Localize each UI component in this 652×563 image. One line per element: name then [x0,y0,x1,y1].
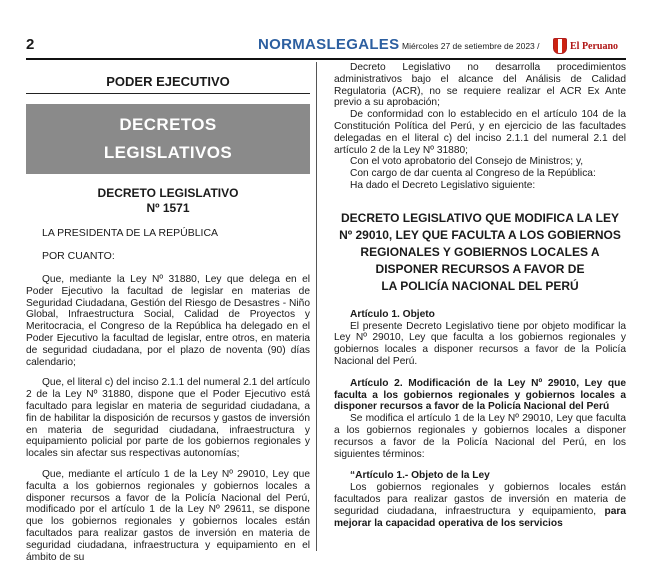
article-1-text: El presente Decreto Legislativo tiene por objeto modificar la Ley Nº 29010, Ley que faculta a los gobiernos regionales y gobiernos locales a disponer recursos a favor de la Policía Nacional del Perú. [334,320,626,367]
publication-brand: NORMASLEGALES [258,36,400,53]
main-title-line-2: Nº 29010, LEY QUE FACULTA A LOS GOBIERNOS [339,227,621,242]
publisher-logo [553,38,618,54]
issue-date: Miércoles 27 de setiembre de 2023 / [402,41,540,51]
article-1-heading: Artículo 1. Objeto [350,308,435,320]
decree-title-line-1: DECRETO LEGISLATIVO [97,186,239,200]
considerando-1: Que, mediante la Ley Nº 31880, Ley que delega en el Poder Ejecutivo la facultad de legislar en materias de Seguridad Ciudadana, Gestión del Riesgo de Desastres - Niño Global, Infraestructura Social, Calidad de Proyectos y Meritocracia, el Congreso de la República ha delegado en el Poder Ejecutivo la facultad de legislar, entre otros, en materia de seguridad ciudadana, por el plazo de noventa (90) días calendario; [26,274,310,368]
section-heading: PODER EJECUTIVO [26,66,310,94]
right-paragraph-5: Ha dado el Decreto Legislativo siguiente: [350,179,536,191]
coat-of-arms-icon [553,38,567,54]
quoted-article-body: Los gobiernos regionales y gobiernos locales están facultados para realizar gastos de inversión en materia de seguridad ciudadana, infraestructura y equipamiento, [334,482,626,517]
article-2-label: Artículo 2 [350,377,400,389]
publisher-name: El Peruano [570,40,619,52]
banner-line-1: DECRETOS [119,115,217,134]
article-2-text: Se modifica el artículo 1 de la Ley Nº 29010, Ley que faculta a los gobiernos regionales y gobiernos locales a disponer recursos a favor de la Policía Nacional del Perú, en los siguientes términos: [334,413,626,460]
decree-main-title [338,210,622,295]
presidenta-line: LA PRESIDENTA DE LA REPÚBLICA [42,227,219,239]
main-title-line-5: LA POLICÍA NACIONAL DEL PERÚ [381,278,579,293]
banner-line-2: LEGISLATIVOS [103,143,233,162]
article-2-title: . Modificación de la Ley Nº 29010, Ley que faculta a los gobiernos regionales y gobiernos locales a disponer recursos a favor de la Policía Nacional del Perú [334,377,626,413]
por-cuanto-line: POR CUANTO: [42,250,115,262]
main-title-line-1: DECRETO LEGISLATIVO QUE MODIFICA LA LEY [340,210,619,225]
header-rule [26,58,626,60]
quoted-article-text [334,482,626,529]
right-paragraph-1: Decreto Legislativo no desarrolla procedimientos administrativos bajo el alcance del Análisis de Calidad Regulatoria (ACR), no se requiere realizar el ACR Ex Ante previo a su aprobación; [334,62,626,109]
right-column [334,62,626,529]
column-divider [316,62,317,551]
decree-number: Nº 1571 [146,201,190,215]
left-column [26,66,310,563]
considerando-3: Que, mediante el artículo 1 de la Ley Nº 29010, Ley que faculta a los gobiernos regionales y gobiernos locales a disponer recursos a favor de la Policía Nacional del Perú, modificado por el artículo 1 de la Ley Nº 29611, se dispone que los gobiernos regionales y gobiernos locales están facultados para realizar gastos de inversión en materia de seguridad ciudadana, infraestructura y equipamiento en el ámbito de su [26,468,310,563]
page-header [0,0,652,62]
quoted-article-emphasis: para mejorar la capacidad operativa de los servicios [334,505,626,529]
main-title-line-4: DISPONER RECURSOS A FAVOR DE [375,261,585,276]
right-paragraph-3: Con el voto aprobatorio del Consejo de Ministros; y, [350,156,584,168]
quoted-article-heading: “Artículo 1.- Objeto de la Ley [350,470,490,482]
category-banner [26,104,310,174]
decree-title [26,186,310,216]
article-2-heading [334,378,626,413]
main-title-line-3: REGIONALES Y GOBIERNOS LOCALES A [360,244,600,259]
right-paragraph-4: Con cargo de dar cuenta al Congreso de la República: [350,168,596,180]
right-paragraph-2: De conformidad con lo establecido en el artículo 104 de la Constitución Política del Perú, y en ejercicio de las facultades delegadas en el literal c) del inciso 2.1.1 del numeral 2.1 del artículo 2 de la Ley Nº 31880; [334,109,626,156]
considerando-2: Que, el literal c) del inciso 2.1.1 del numeral 2.1 del artículo 2 de la Ley Nº 31880, dispone que el Poder Ejecutivo está facultado para legislar en materia de seguridad ciudadana, a fin de habilitar la disposición de recursos y gastos de inversión en materia de seguridad ciudadana, infraestructura y equipamiento policial por parte de los gobiernos regionales y locales sin afectar sus respectivas autonomías; [26,377,310,460]
page-number: 2 [26,36,35,53]
